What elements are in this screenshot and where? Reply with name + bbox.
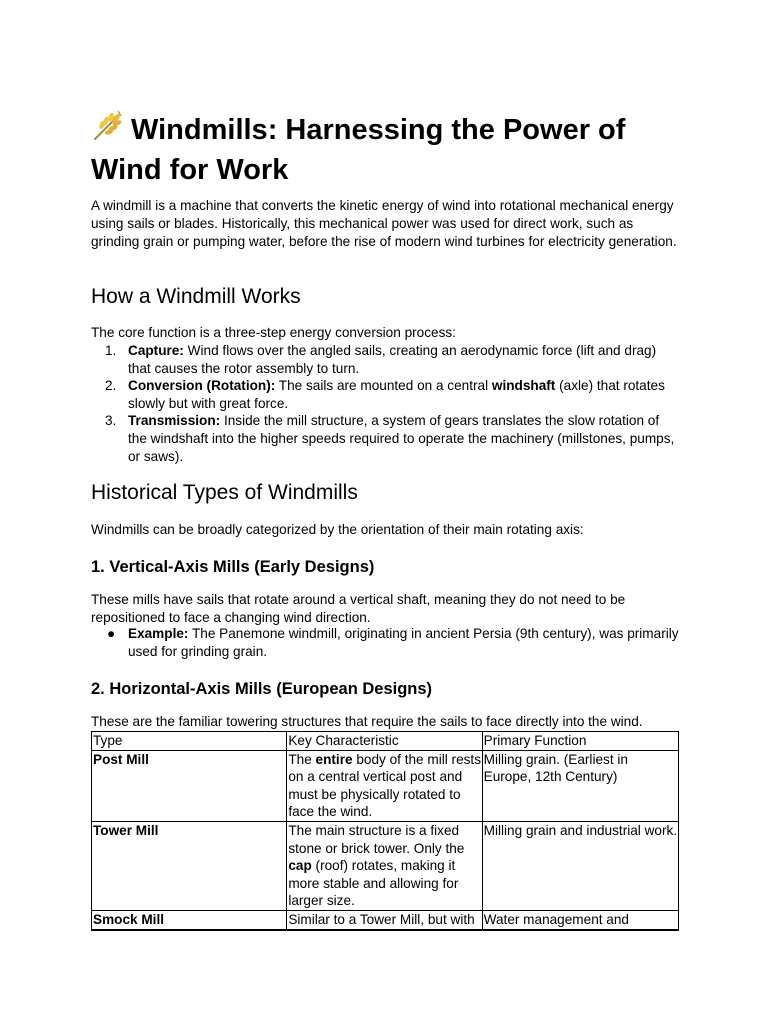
table-cell-characteristic (287, 821, 482, 910)
table-cell-type (92, 750, 287, 821)
table-cell-characteristic (287, 750, 482, 821)
bullet-marker: ● (107, 626, 116, 641)
types-lead-paragraph: Windmills can be broadly categorized by the orientation of their main rotating axis: (91, 522, 584, 537)
steps-list (91, 342, 679, 465)
step-label: Transmission: (128, 413, 221, 429)
step-text: Wind flows over the angled sails, creating an aerodynamic force (lift and drag) that causes the rotor assembly to turn. (128, 343, 657, 376)
example-text: The Panemone windmill, originating in ancient Persia (9th century), was primarily used for grinding grain. (128, 626, 679, 659)
mill-type: Post Mill (93, 751, 149, 767)
subheading-vertical-axis: 1. Vertical-Axis Mills (Early Designs) (91, 558, 375, 576)
step-number: 2. (105, 378, 117, 394)
step-emphasis: windshaft (491, 378, 556, 394)
section-heading-how: How a Windmill Works (91, 285, 301, 308)
example-label: Example: (128, 626, 189, 641)
windmill-types-table (91, 731, 679, 931)
step-item (91, 377, 679, 412)
section-heading-types: Historical Types of Windmills (91, 481, 358, 504)
page-title (91, 108, 679, 189)
table-header-row (92, 732, 679, 751)
table-row (92, 750, 679, 821)
mill-type: Smock Mill (93, 911, 165, 927)
table-cell-type (92, 821, 287, 910)
table-row (92, 910, 679, 929)
table-cell-function: Milling grain and industrial work. (482, 821, 678, 910)
how-lead-paragraph: The core function is a three-step energy conversion process: (91, 325, 456, 340)
step-label: Conversion (Rotation): (128, 378, 276, 394)
subheading-horizontal-axis: 2. Horizontal-Axis Mills (European Designs) (91, 680, 433, 698)
step-text: (axle) that rotates slowly but with great force. (128, 378, 665, 411)
table-header-cell: Key Characteristic (287, 732, 482, 751)
table-cell-function: Milling grain. (Earliest in Europe, 12th Century) (482, 750, 678, 821)
cell-text: body of the mill rests on a central vertical post and must be physically rotated to face the wind. (288, 751, 481, 820)
cell-text: Similar to a Tower Mill, but with (288, 911, 475, 927)
intro-paragraph: A windmill is a machine that converts the kinetic energy of wind into rotational mechanical energy using sails or blades. Historically, this mechanical power was used for direct work, such as grinding grain or pumping water, before the rise of modern wind turbines for electricity generation. (91, 198, 677, 249)
table-cell-characteristic (287, 910, 482, 929)
horizontal-axis-paragraph: These are the familiar towering structures that require the sails to face directly into the wind. (91, 714, 643, 729)
step-number: 1. (105, 343, 117, 358)
step-item (91, 412, 679, 465)
cell-emphasis: cap (288, 858, 312, 874)
table-header-cell: Primary Function (482, 732, 678, 751)
cell-text: The main structure is a fixed stone or brick tower. Only the (288, 822, 465, 856)
wheat-icon (91, 108, 125, 152)
table-row (92, 821, 679, 910)
page-title-text: Windmills: Harnessing the Power of Wind for Work (91, 114, 626, 186)
mill-type: Tower Mill (93, 822, 159, 838)
step-text: Inside the mill structure, a system of gears translates the slow rotation of the windshaft into the higher speeds required to operate the machinery (millstones, pumps, or saws). (128, 413, 675, 464)
list-item (91, 625, 679, 660)
table-cell-function: Water management and (482, 910, 678, 929)
step-number: 3. (105, 413, 117, 429)
cell-text: The (288, 751, 316, 767)
step-text: The sails are mounted on a central (275, 378, 492, 394)
cell-emphasis: entire (315, 751, 353, 767)
step-item (91, 342, 679, 377)
vertical-example-list (91, 625, 679, 660)
table-cell-type (92, 910, 287, 929)
cell-text: (roof) rotates, making it more stable and allowing for larger size. (288, 858, 459, 909)
step-label: Capture: (128, 343, 184, 358)
vertical-axis-paragraph: These mills have sails that rotate around a vertical shaft, meaning they do not need to be repositioned to face a changing wind direction. (91, 592, 626, 625)
table-header-cell: Type (92, 732, 287, 751)
